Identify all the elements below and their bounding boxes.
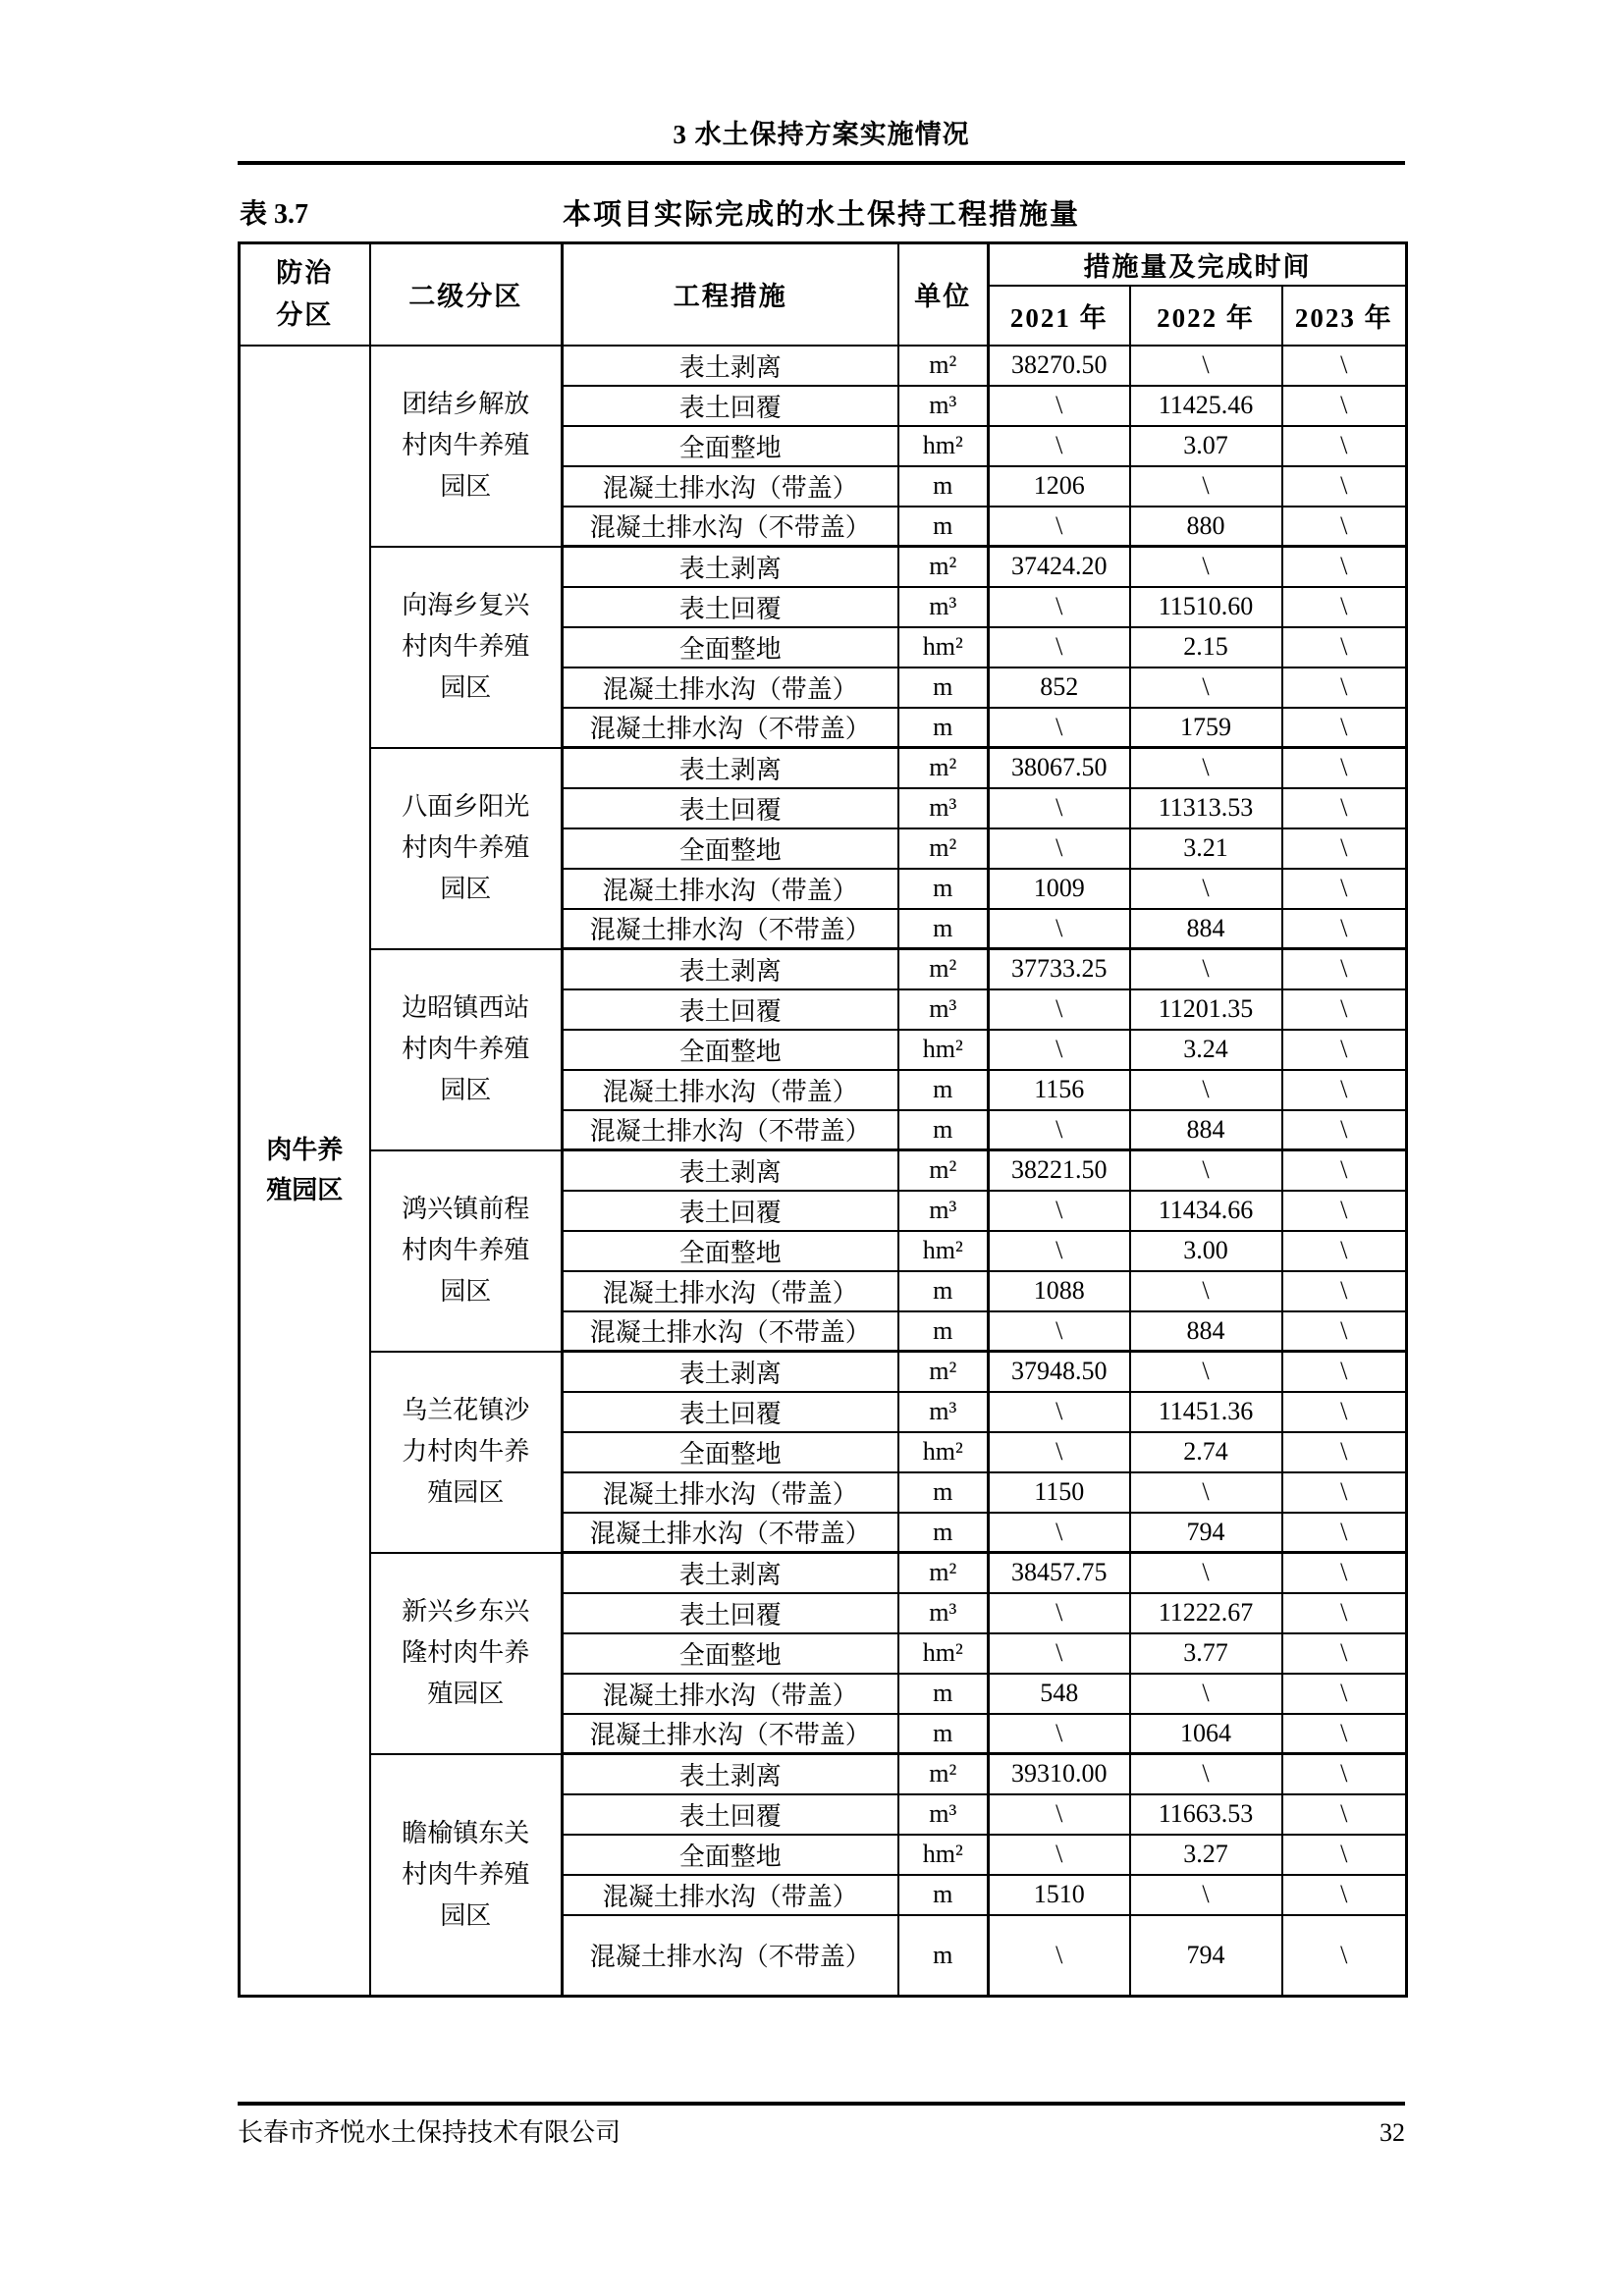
value-cell: \	[1282, 1070, 1407, 1110]
unit-cell: hm²	[898, 1835, 989, 1875]
value-cell: \	[1130, 346, 1282, 386]
value-cell: 1206	[989, 466, 1130, 507]
col-header-year-2022: 2022 年	[1130, 286, 1282, 346]
value-cell: 884	[1130, 909, 1282, 949]
measure-cell: 表土剥离	[563, 346, 898, 386]
footer-rule	[238, 2102, 1405, 2106]
subzone-cell	[370, 346, 563, 547]
unit-cell: m²	[898, 949, 989, 989]
value-cell: 1156	[989, 1070, 1130, 1110]
measure-cell: 混凝土排水沟（带盖）	[563, 466, 898, 507]
value-cell: \	[1282, 1311, 1407, 1352]
unit-cell: m	[898, 466, 989, 507]
col-header-subzone: 二级分区	[370, 243, 563, 346]
measure-cell: 混凝土排水沟（不带盖）	[563, 708, 898, 748]
unit-cell: m²	[898, 1553, 989, 1593]
value-cell: \	[989, 1714, 1130, 1754]
value-cell: \	[1282, 426, 1407, 466]
table-caption	[238, 197, 1405, 233]
value-cell: 1088	[989, 1271, 1130, 1311]
value-cell: \	[989, 1513, 1130, 1553]
measure-cell: 混凝土排水沟（带盖）	[563, 1070, 898, 1110]
value-cell: \	[989, 507, 1130, 547]
unit-cell: m²	[898, 748, 989, 788]
col-header-year-2021: 2021 年	[989, 286, 1130, 346]
value-cell: \	[989, 1231, 1130, 1271]
value-cell: 11510.60	[1130, 587, 1282, 627]
value-cell: \	[1282, 627, 1407, 667]
measure-cell: 全面整地	[563, 1030, 898, 1070]
value-cell: 37733.25	[989, 949, 1130, 989]
value-cell: 11451.36	[1130, 1392, 1282, 1432]
value-cell: \	[1282, 1110, 1407, 1150]
subzone-label: 边昭镇西站村肉牛养殖园区	[402, 992, 530, 1105]
value-cell: \	[1130, 949, 1282, 989]
measure-cell: 全面整地	[563, 627, 898, 667]
measure-cell: 表土剥离	[563, 748, 898, 788]
value-cell: \	[989, 1593, 1130, 1633]
value-cell: \	[1282, 667, 1407, 708]
zone-cell	[240, 346, 370, 1997]
value-cell: \	[1130, 1553, 1282, 1593]
value-cell: \	[1282, 507, 1407, 547]
measure-cell: 表土回覆	[563, 1392, 898, 1432]
subzone-label: 团结乡解放村肉牛养殖园区	[402, 389, 530, 502]
unit-cell: m	[898, 708, 989, 748]
subzone-cell	[370, 949, 563, 1150]
value-cell: \	[1130, 1472, 1282, 1513]
measure-cell: 混凝土排水沟（不带盖）	[563, 1714, 898, 1754]
value-cell: 38270.50	[989, 346, 1130, 386]
unit-cell: m³	[898, 788, 989, 828]
unit-cell: hm²	[898, 1432, 989, 1472]
value-cell: 3.24	[1130, 1030, 1282, 1070]
value-cell: \	[1282, 989, 1407, 1030]
value-cell: \	[1130, 748, 1282, 788]
value-cell: \	[1282, 1794, 1407, 1835]
measure-cell: 混凝土排水沟（带盖）	[563, 869, 898, 909]
value-cell: \	[1282, 1835, 1407, 1875]
value-cell: \	[1282, 1191, 1407, 1231]
value-cell: \	[1130, 869, 1282, 909]
measures-table-body	[240, 346, 1407, 1997]
measure-cell: 全面整地	[563, 1633, 898, 1674]
measure-cell: 表土回覆	[563, 1191, 898, 1231]
value-cell: \	[989, 989, 1130, 1030]
unit-cell: m³	[898, 1392, 989, 1432]
table-row	[240, 1553, 1407, 1593]
unit-cell: m	[898, 1070, 989, 1110]
value-cell: \	[1282, 466, 1407, 507]
value-cell: \	[1282, 1472, 1407, 1513]
value-cell: \	[1130, 667, 1282, 708]
unit-cell: m	[898, 909, 989, 949]
measure-cell: 表土回覆	[563, 788, 898, 828]
col-header-amount-time: 措施量及完成时间	[989, 243, 1407, 286]
value-cell: \	[1130, 1875, 1282, 1915]
value-cell: \	[1282, 788, 1407, 828]
measures-table-header	[240, 243, 1407, 346]
value-cell: \	[1282, 828, 1407, 869]
value-cell: \	[989, 1432, 1130, 1472]
value-cell: 11222.67	[1130, 1593, 1282, 1633]
unit-cell: m	[898, 1674, 989, 1714]
measure-cell: 表土剥离	[563, 949, 898, 989]
value-cell: 1009	[989, 869, 1130, 909]
unit-cell: hm²	[898, 627, 989, 667]
measure-cell: 全面整地	[563, 828, 898, 869]
value-cell: 11434.66	[1130, 1191, 1282, 1231]
measure-cell: 混凝土排水沟（不带盖）	[563, 507, 898, 547]
value-cell: \	[1282, 1714, 1407, 1754]
value-cell: \	[989, 788, 1130, 828]
subzone-cell	[370, 1352, 563, 1553]
value-cell: \	[989, 627, 1130, 667]
measure-cell: 全面整地	[563, 1835, 898, 1875]
footer-company: 长春市齐悦水土保持技术有限公司	[238, 2118, 622, 2147]
value-cell: 794	[1130, 1513, 1282, 1553]
col-header-unit: 单位	[898, 243, 989, 346]
table-row	[240, 1352, 1407, 1392]
value-cell: 2.74	[1130, 1432, 1282, 1472]
subzone-label: 鸿兴镇前程村肉牛养殖园区	[402, 1194, 530, 1307]
value-cell: 1510	[989, 1875, 1130, 1915]
measure-cell: 混凝土排水沟（带盖）	[563, 1674, 898, 1714]
value-cell: \	[1282, 1553, 1407, 1593]
value-cell: 39310.00	[989, 1754, 1130, 1794]
value-cell: \	[1282, 1271, 1407, 1311]
value-cell: \	[1282, 1915, 1407, 1997]
subzone-cell	[370, 1150, 563, 1352]
unit-cell: m	[898, 1311, 989, 1352]
table-row	[240, 547, 1407, 587]
table-row	[240, 1754, 1407, 1794]
value-cell: 37424.20	[989, 547, 1130, 587]
unit-cell: m²	[898, 1352, 989, 1392]
value-cell: 1064	[1130, 1714, 1282, 1754]
value-cell: \	[1130, 1352, 1282, 1392]
value-cell: 38067.50	[989, 748, 1130, 788]
value-cell: \	[1282, 1432, 1407, 1472]
value-cell: \	[1282, 386, 1407, 426]
value-cell: \	[989, 386, 1130, 426]
unit-cell: m	[898, 869, 989, 909]
subzone-cell	[370, 1553, 563, 1754]
value-cell: 852	[989, 667, 1130, 708]
table-caption-label: 表 3.7	[240, 199, 309, 230]
value-cell: \	[1282, 1754, 1407, 1794]
measure-cell: 表土回覆	[563, 989, 898, 1030]
measure-cell: 混凝土排水沟（带盖）	[563, 1875, 898, 1915]
measure-cell: 混凝土排水沟（不带盖）	[563, 1110, 898, 1150]
value-cell: \	[1130, 466, 1282, 507]
unit-cell: m²	[898, 547, 989, 587]
unit-cell: m	[898, 1875, 989, 1915]
value-cell: 880	[1130, 507, 1282, 547]
measure-cell: 表土回覆	[563, 386, 898, 426]
footer-page-number: 32	[1380, 2118, 1405, 2147]
value-cell: 11663.53	[1130, 1794, 1282, 1835]
subzone-label: 向海乡复兴村肉牛养殖园区	[402, 590, 530, 703]
value-cell: \	[989, 1633, 1130, 1674]
measure-cell: 混凝土排水沟（不带盖）	[563, 1513, 898, 1553]
value-cell: \	[989, 909, 1130, 949]
value-cell: \	[1282, 1674, 1407, 1714]
value-cell: \	[989, 1915, 1130, 1997]
subzone-cell	[370, 547, 563, 748]
table-row	[240, 346, 1407, 386]
measure-cell: 全面整地	[563, 1231, 898, 1271]
value-cell: \	[989, 1110, 1130, 1150]
value-cell: \	[989, 587, 1130, 627]
value-cell: \	[1282, 346, 1407, 386]
measure-cell: 表土剥离	[563, 1754, 898, 1794]
value-cell: 11425.46	[1130, 386, 1282, 426]
value-cell: 3.00	[1130, 1231, 1282, 1271]
value-cell: \	[1282, 1633, 1407, 1674]
value-cell: 3.77	[1130, 1633, 1282, 1674]
unit-cell: m	[898, 1472, 989, 1513]
value-cell: \	[989, 1030, 1130, 1070]
value-cell: \	[1282, 869, 1407, 909]
measure-cell: 表土回覆	[563, 1794, 898, 1835]
unit-cell: hm²	[898, 1633, 989, 1674]
subzone-label: 乌兰花镇沙力村肉牛养殖园区	[402, 1395, 530, 1508]
page-content	[238, 0, 1405, 1998]
unit-cell: m	[898, 507, 989, 547]
value-cell: \	[1282, 1352, 1407, 1392]
value-cell: \	[1282, 547, 1407, 587]
value-cell: \	[989, 1835, 1130, 1875]
unit-cell: m²	[898, 1754, 989, 1794]
measure-cell: 混凝土排水沟（不带盖）	[563, 1311, 898, 1352]
value-cell: \	[1282, 1150, 1407, 1191]
unit-cell: m³	[898, 1794, 989, 1835]
value-cell: \	[1282, 587, 1407, 627]
measure-cell: 混凝土排水沟（不带盖）	[563, 909, 898, 949]
value-cell: 38221.50	[989, 1150, 1130, 1191]
value-cell: 38457.75	[989, 1553, 1130, 1593]
subzone-label: 瞻榆镇东关村肉牛养殖园区	[402, 1818, 530, 1930]
unit-cell: m³	[898, 989, 989, 1030]
value-cell: 11201.35	[1130, 989, 1282, 1030]
value-cell: \	[989, 1311, 1130, 1352]
value-cell: \	[989, 708, 1130, 748]
measure-cell: 表土回覆	[563, 587, 898, 627]
value-cell: \	[989, 1392, 1130, 1432]
measure-cell: 混凝土排水沟（带盖）	[563, 667, 898, 708]
unit-cell: m³	[898, 1593, 989, 1633]
unit-cell: m	[898, 1271, 989, 1311]
value-cell: \	[1282, 1513, 1407, 1553]
unit-cell: hm²	[898, 426, 989, 466]
value-cell: \	[1130, 1271, 1282, 1311]
unit-cell: hm²	[898, 1030, 989, 1070]
table-row	[240, 1150, 1407, 1191]
value-cell: \	[1130, 1754, 1282, 1794]
value-cell: \	[1282, 1231, 1407, 1271]
value-cell: \	[1282, 1875, 1407, 1915]
subzone-cell	[370, 748, 563, 949]
unit-cell: m²	[898, 346, 989, 386]
unit-cell: m²	[898, 828, 989, 869]
measure-cell: 表土回覆	[563, 1593, 898, 1633]
measure-cell: 表土剥离	[563, 1150, 898, 1191]
value-cell: 2.15	[1130, 627, 1282, 667]
value-cell: \	[1282, 909, 1407, 949]
header-rule	[238, 161, 1405, 165]
col-header-zone	[240, 243, 370, 346]
value-cell: 3.07	[1130, 426, 1282, 466]
unit-cell: m³	[898, 386, 989, 426]
value-cell: 1150	[989, 1472, 1130, 1513]
header-row-1	[240, 243, 1407, 286]
value-cell: 794	[1130, 1915, 1282, 1997]
value-cell: \	[1282, 748, 1407, 788]
col-header-measure: 工程措施	[563, 243, 898, 346]
value-cell: \	[1282, 1593, 1407, 1633]
value-cell: \	[1282, 1392, 1407, 1432]
value-cell: 884	[1130, 1311, 1282, 1352]
col-header-zone-label: 防治分区	[276, 257, 334, 330]
value-cell: \	[989, 1794, 1130, 1835]
value-cell: 548	[989, 1674, 1130, 1714]
chapter-header: 3 水土保持方案实施情况	[673, 120, 970, 149]
subzone-label: 新兴乡东兴隆村肉牛养殖园区	[402, 1596, 530, 1709]
value-cell: 884	[1130, 1110, 1282, 1150]
table-caption-title: 本项目实际完成的水土保持工程措施量	[562, 199, 1080, 231]
value-cell: 11313.53	[1130, 788, 1282, 828]
value-cell: \	[1282, 949, 1407, 989]
value-cell: \	[1130, 1150, 1282, 1191]
table-row	[240, 748, 1407, 788]
value-cell: \	[1130, 1070, 1282, 1110]
unit-cell: m²	[898, 1150, 989, 1191]
measures-table	[238, 241, 1408, 1998]
unit-cell: m	[898, 1513, 989, 1553]
col-header-year-2023: 2023 年	[1282, 286, 1407, 346]
unit-cell: m³	[898, 1191, 989, 1231]
measure-cell: 混凝土排水沟（带盖）	[563, 1271, 898, 1311]
unit-cell: m	[898, 1714, 989, 1754]
value-cell: 1759	[1130, 708, 1282, 748]
subzone-cell	[370, 1754, 563, 1997]
table-row	[240, 949, 1407, 989]
value-cell: \	[1282, 1030, 1407, 1070]
value-cell: \	[1130, 1674, 1282, 1714]
page-footer	[238, 2102, 1405, 2148]
value-cell: \	[1130, 547, 1282, 587]
value-cell: \	[1282, 708, 1407, 748]
measure-cell: 全面整地	[563, 426, 898, 466]
value-cell: 3.21	[1130, 828, 1282, 869]
measure-cell: 混凝土排水沟（不带盖）	[563, 1915, 898, 1997]
value-cell: \	[989, 426, 1130, 466]
unit-cell: m³	[898, 587, 989, 627]
measure-cell: 表土剥离	[563, 1553, 898, 1593]
measure-cell: 表土剥离	[563, 547, 898, 587]
measure-cell: 全面整地	[563, 1432, 898, 1472]
unit-cell: hm²	[898, 1231, 989, 1271]
value-cell: \	[989, 828, 1130, 869]
value-cell: 37948.50	[989, 1352, 1130, 1392]
zone-label: 肉牛养殖园区	[266, 1135, 344, 1205]
measure-cell: 混凝土排水沟（带盖）	[563, 1472, 898, 1513]
value-cell: 3.27	[1130, 1835, 1282, 1875]
unit-cell: m	[898, 667, 989, 708]
measure-cell: 表土剥离	[563, 1352, 898, 1392]
unit-cell: m	[898, 1110, 989, 1150]
unit-cell: m	[898, 1915, 989, 1997]
subzone-label: 八面乡阳光村肉牛养殖园区	[402, 791, 530, 904]
value-cell: \	[989, 1191, 1130, 1231]
